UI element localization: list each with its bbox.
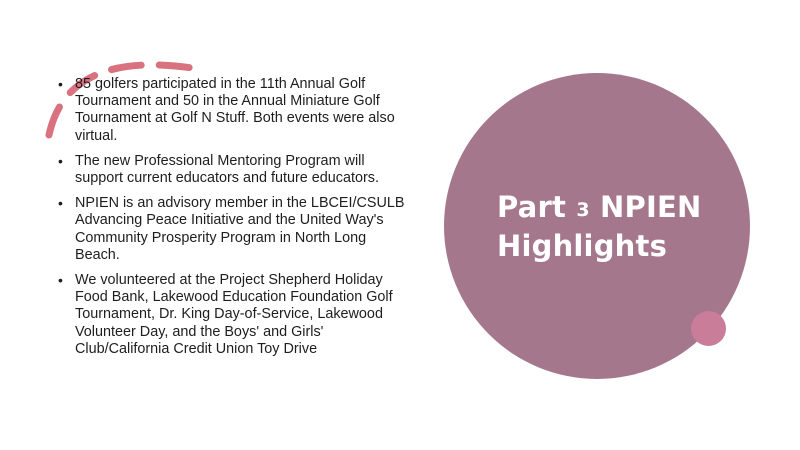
title-org-name: NPIEN xyxy=(600,190,702,224)
bullet-text: NPIEN is an advisory member in the LBCEI/CSULB Advancing Peace Initiative and the United Way's Community Prosperity Program in North Long Beach. xyxy=(75,195,405,263)
bullet-dot: • xyxy=(58,195,63,212)
bullet-item xyxy=(58,272,413,358)
bullet-text: 85 golfers participated in the 11th Annual Golf Tournament and 50 in the Annual Miniature Golf Tournament at Golf N Stuff. Both events were also virtual. xyxy=(75,76,395,144)
title-part-word: Part xyxy=(497,190,567,224)
bullet-item xyxy=(58,195,413,264)
title-part-number: 3 xyxy=(576,199,590,221)
bullet-item xyxy=(58,153,413,187)
bullet-dot: • xyxy=(58,272,63,289)
title-highlights: Highlights xyxy=(497,229,668,263)
bullet-text: The new Professional Mentoring Program will support current educators and future educators. xyxy=(75,152,379,187)
bullet-item xyxy=(58,76,413,145)
bullet-list xyxy=(58,76,413,366)
bullet-dot: • xyxy=(58,152,63,169)
bullet-text: We volunteered at the Project Shepherd Holiday Food Bank, Lakewood Education Foundation Golf Tournament, Dr. King Day-of-Service, Lakewood Volunteer Day, and the Boys' and Girls' Club/California Credit Union Toy Drive xyxy=(75,272,393,357)
slide-title xyxy=(497,189,727,264)
bullet-dot: • xyxy=(58,76,63,92)
accent-circle xyxy=(691,311,726,346)
